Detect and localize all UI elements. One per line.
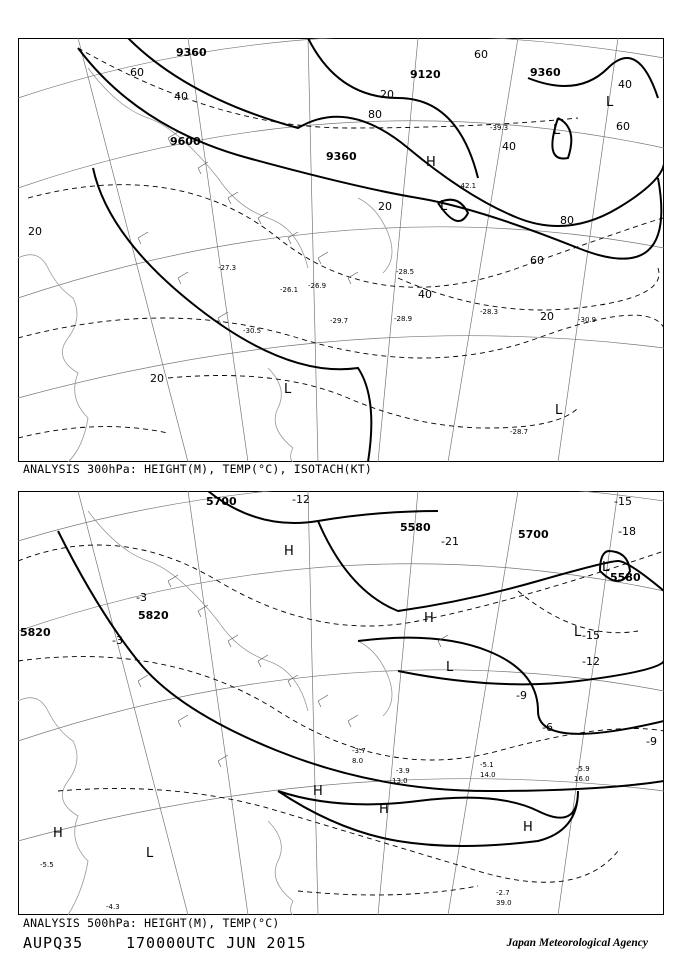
chart-500hpa — [18, 491, 664, 915]
isotach-label: 20 — [378, 200, 392, 213]
temp-value: -26.9 — [308, 282, 327, 290]
station-value: -5.1 — [480, 761, 494, 769]
height-label: 9360 — [326, 150, 357, 163]
temp-value: -28.9 — [394, 315, 413, 323]
station-value: 13.0 — [392, 777, 408, 785]
agency-name: Japan Meteorological Agency — [506, 937, 648, 949]
station-value: 14.0 — [480, 771, 496, 779]
height-label: 9360 — [176, 46, 207, 59]
station-value: -5.9 — [576, 765, 590, 773]
high-center: H — [379, 802, 389, 817]
temp-value: -26.1 — [280, 286, 299, 294]
high-center: H — [53, 826, 63, 841]
isotach-label: 80 — [368, 108, 382, 121]
isotach-label: 20 — [380, 88, 394, 101]
caption-500hpa: ANALYSIS 500hPa: HEIGHT(M), TEMP(°C) — [23, 916, 280, 930]
isotach-label: 60 — [474, 48, 488, 61]
height-label: 5820 — [138, 609, 169, 622]
height-label: 9600 — [170, 135, 201, 148]
chart-300hpa — [18, 38, 664, 462]
low-center: L — [555, 403, 563, 418]
isotach-label: 80 — [560, 214, 574, 227]
isotherm-label: -3 — [136, 591, 147, 604]
temp-value: -28.7 — [510, 428, 529, 436]
product-id: AUPQ35 — [23, 934, 84, 952]
high-center: H — [424, 611, 434, 626]
isotherm-label: -15 — [614, 495, 632, 508]
analysis-timestamp: 170000UTC JUN 2015 — [126, 934, 307, 952]
temp-value: -42.1 — [458, 182, 477, 190]
low-center: L — [446, 660, 454, 675]
isotherm-label: -3 — [112, 634, 123, 647]
isotach-label: 20 — [28, 225, 42, 238]
isotach-label: 40 — [174, 90, 188, 103]
low-center: L — [606, 95, 614, 110]
temp-value: -39.3 — [490, 124, 509, 132]
temp-value: -28.5 — [396, 268, 415, 276]
high-center: H — [523, 820, 533, 835]
height-label: 5700 — [206, 495, 237, 508]
station-value: 8.0 — [352, 757, 364, 765]
high-center: H — [284, 544, 294, 559]
high-center: H — [426, 155, 436, 170]
isotach-label: 20 — [540, 310, 554, 323]
low-center: L — [602, 560, 610, 575]
low-center: L — [440, 199, 448, 214]
caption-300hpa: ANALYSIS 300hPa: HEIGHT(M), TEMP(°C), ISOTACH(KT) — [23, 462, 373, 476]
isotherm-label: -12 — [292, 493, 310, 506]
isotach-label: 60 — [616, 120, 630, 133]
isotach-label: 60 — [530, 254, 544, 267]
temp-value: -27.3 — [218, 264, 237, 272]
height-label: 5580 — [400, 521, 431, 534]
chart-500hpa-map — [18, 491, 664, 915]
low-center: L — [146, 846, 154, 861]
isotach-label: 40 — [502, 140, 516, 153]
low-center: L — [553, 123, 561, 138]
height-label: 5580 — [610, 571, 641, 584]
temp-value: -30.9 — [578, 316, 597, 324]
isotherm-label: -18 — [618, 525, 636, 538]
isotherm-label: -21 — [441, 535, 459, 548]
isotherm-label: -15 — [582, 629, 600, 642]
chart-300hpa-map — [18, 38, 664, 462]
station-value: -3.9 — [396, 767, 410, 775]
high-center: H — [313, 784, 323, 799]
isotach-label: 20 — [150, 372, 164, 385]
height-label: 9120 — [410, 68, 441, 81]
low-center: L — [284, 382, 292, 397]
temp-value: -30.5 — [243, 327, 262, 335]
station-value: 16.0 — [574, 775, 590, 783]
station-value: -5.5 — [40, 861, 54, 869]
station-value: -2.7 — [496, 889, 510, 897]
isotherm-label: -9 — [516, 689, 527, 702]
height-label: 5820 — [20, 626, 51, 639]
isotach-label: 60 — [130, 66, 144, 79]
height-label: 9360 — [530, 66, 561, 79]
isotach-label: 40 — [418, 288, 432, 301]
station-value: -4.3 — [106, 903, 120, 911]
isotherm-label: -6 — [542, 721, 553, 734]
station-value: 39.0 — [496, 899, 512, 907]
isotherm-label: -9 — [646, 735, 657, 748]
temp-value: -29.7 — [330, 317, 349, 325]
low-center: L — [574, 625, 582, 640]
station-value: -3.7 — [352, 747, 366, 755]
isotach-label: 40 — [618, 78, 632, 91]
height-label: 5700 — [518, 528, 549, 541]
temp-value: -28.3 — [480, 308, 499, 316]
isotherm-label: -12 — [582, 655, 600, 668]
